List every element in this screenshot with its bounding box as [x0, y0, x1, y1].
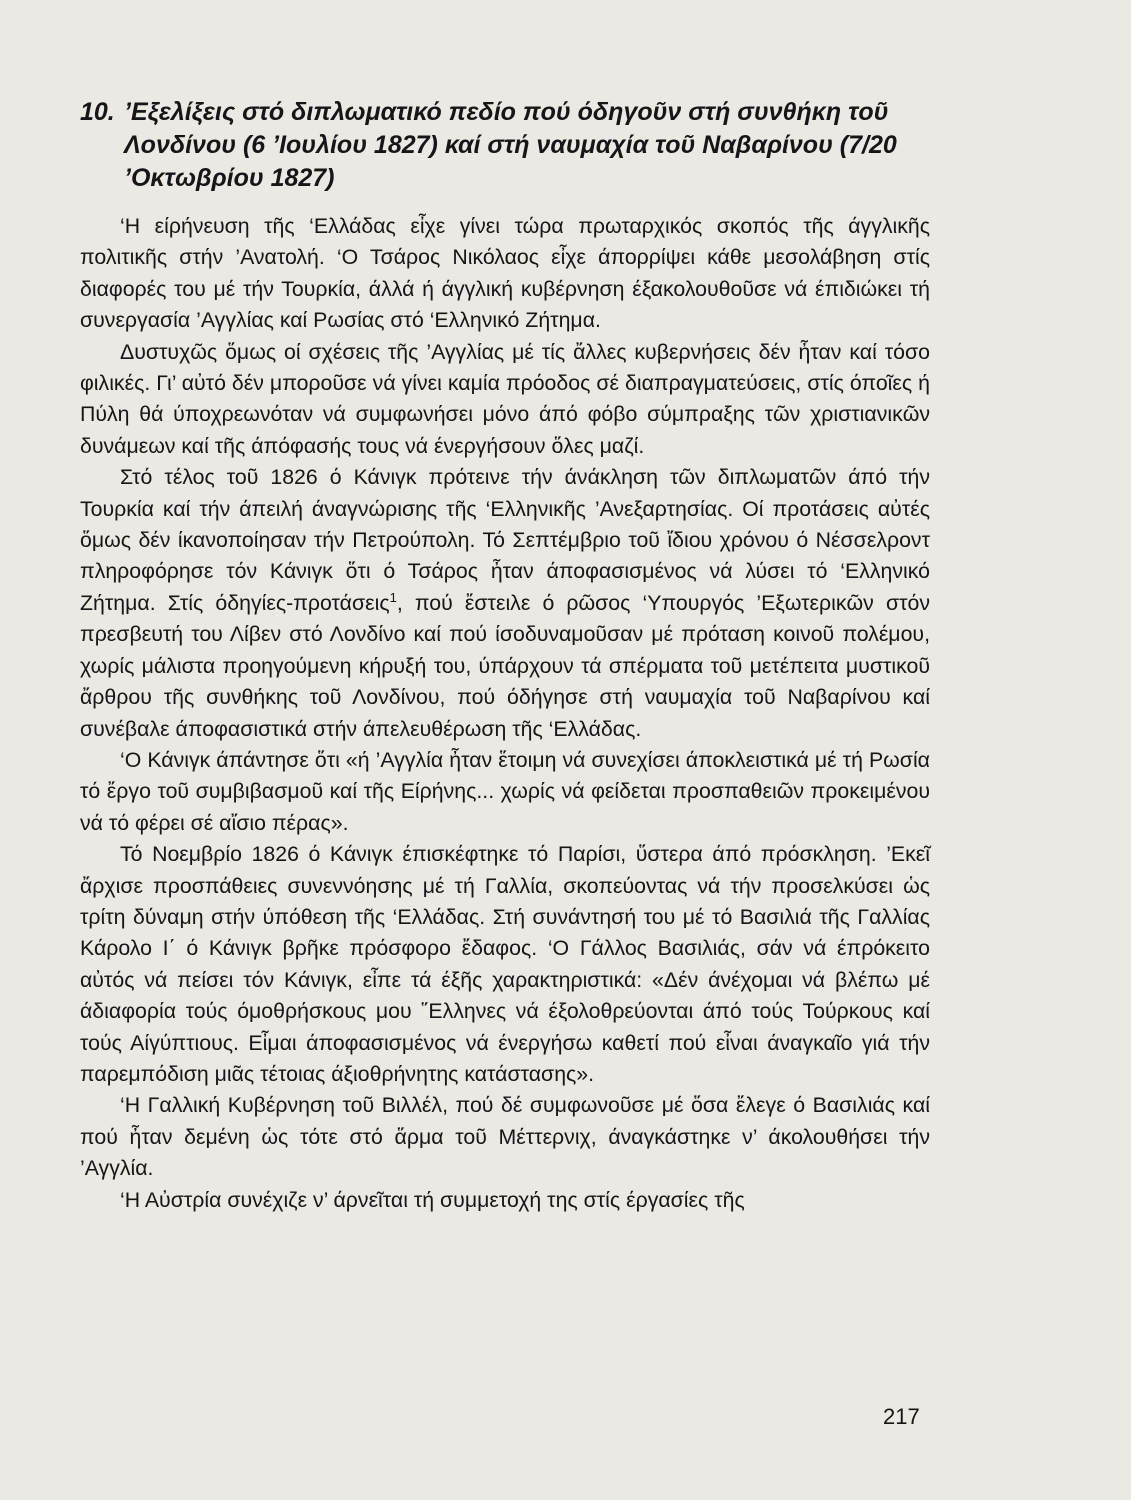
paragraph: Τό Νοεμβρίο 1826 ό Κάνιγκ έπισκέφτηκε τό Παρίσι, ὕστερα άπό πρόσκληση. ’Εκεῖ ἄρχισε προσπάθειες συνεννόησης μέ τή Γαλλία, σκοπεύοντας νά τήν προσελκύσει ὡς τρίτη δύναμη στήν ύπόθεση τῆς ‘Ελλάδας. Στή συνάντησή του μέ τό Βασιλιά τῆς Γαλλίας Κάρολο Ι΄ ό Κάνιγκ βρῆκε πρόσφορο ἔδαφος. ‘Ο Γάλλος Βασιλιάς, σάν νά έπρόκειτο αὐτός νά πείσει τόν Κάνιγκ, εἶπε τά έξῆς χαρακτηριστικά: «Δέν άνέχομαι νά βλέπω μέ άδιαφορία τούς όμοθρήσκους μου ῞Ελληνες νά έξολοθρεύονται άπό τούς Τούρκους καί τούς Αίγύπτιους. Εἶμαι άποφασισμένος νά ένεργήσω καθετί πού εἶναι άναγκαῖο γιά τήν παρεμπόδιση μιᾶς τέτοιας άξιοθρήνητης κατάστασης».: [80, 842, 930, 1086]
paragraph: Δυστυχῶς ὅμως οί σχέσεις τῆς ’Αγγλίας μέ τίς ἄλλες κυβερνήσεις δέν ἦταν καί τόσο φιλικές. Γι’ αὐτό δέν μποροῦσε νά γίνει καμία πρόοδος σέ διαπραγματεύσεις, στίς όποῖες ή Πύλη θά ύποχρεωνόταν νά συμφωνήσει μόνο άπό φόβο σύμπραξης τῶν χριστιανικῶν δυνάμεων καί τῆς άπόφασής τους νά ένεργήσουν ὅλες μαζί.: [80, 339, 930, 458]
paragraph-text-continued: , πού ἔστειλε ό ρῶσος ‘Υπουργός ’Εξωτερικῶν στόν πρεσβευτή του Λίβεν στό Λονδίνο καί πού ίσοδυναμοῦσαν μέ πρόταση κοινοῦ πολέμου, χωρίς μάλιστα προηγούμενη κήρυξή του, ύπάρχουν τά σπέρματα τοῦ μετέπειτα μυστικοῦ ἄρθρου τῆς συνθήκης τοῦ Λονδίνου, πού όδήγησε στή ναυμαχία τοῦ Ναβαρίνου καί συνέβαλε άποφασιστικά στήν άπελευθέρωση τῆς ‘Ελλάδας.: [80, 590, 930, 741]
paragraph: [80, 462, 930, 745]
body-text: [80, 211, 930, 1216]
section-title: ’Εξελίξεις στό διπλωματικό πεδίο πού όδηγοῦν στή συνθήκη τοῦ Λονδίνου (6 ’Ιουλίου 1827) καί στή ναυμαχία τοῦ Ναβαρίνου (7/20 ’Οκτωβρίου 1827): [124, 98, 897, 192]
footnote-marker: 1: [389, 589, 397, 605]
page-content: [80, 96, 930, 1216]
section-number: 10.: [80, 98, 115, 126]
page-number: 217: [883, 1404, 920, 1429]
section-heading: [80, 96, 930, 195]
paragraph: ‘Η Γαλλική Κυβέρνηση τοῦ Βιλλέλ, πού δέ συμφωνοῦσε μέ ὅσα ἔλεγε ό Βασιλιάς καί πού ἦταν δεμένη ὡς τότε στό ἅρμα τοῦ Μέττερνιχ, άναγκάστηκε ν’ άκολουθήσει τήν ’Αγγλία.: [80, 1093, 930, 1181]
paragraph: ‘Η είρήνευση τῆς ‘Ελλάδας εἶχε γίνει τώρα πρωταρχικός σκοπός τῆς άγγλικῆς πολιτικῆς στήν ’Ανατολή. ‘Ο Τσάρος Νικόλαος εἶχε άπορρίψει κάθε μεσολάβηση στίς διαφορές του μέ τήν Τουρκία, άλλά ή άγγλική κυβέρνηση έξακολουθοῦσε νά έπιδιώκει τή συνεργασία ’Αγγλίας καί Ρωσίας στό ‘Ελληνικό Ζήτημα.: [80, 214, 930, 333]
paragraph: ‘Η Αὐστρία συνέχιζε ν’ άρνεῖται τή συμμετοχή της στίς έργασίες τῆς: [120, 1187, 745, 1212]
paragraph: ‘Ο Κάνιγκ άπάντησε ὅτι «ή ’Αγγλία ἦταν ἕτοιμη νά συνεχίσει άποκλειστικά μέ τή Ρωσία τό ἔργο τοῦ συμβιβασμοῦ καί τῆς Είρήνης... χωρίς νά φείδεται προσπαθειῶν προκειμένου νά τό φέρει σέ αἴσιο πέρας».: [80, 747, 930, 835]
paragraph-text: Στό τέλος τοῦ 1826 ό Κάνιγκ πρότεινε τήν άνάκληση τῶν διπλωματῶν άπό τήν Τουρκία καί τήν άπειλή άναγνώρισης τῆς ‘Ελληνικῆς ’Ανεξαρτησίας. Οί προτάσεις αὐτές ὅμως δέν ίκανοποίησαν τήν Πετρούπολη. Τό Σεπτέμβριο τοῦ ἴδιου χρόνου ό Νέσσελροντ πληροφόρησε τόν Κάνιγκ ὅτι ό Τσάρος ἦταν άποφασισμένος νά λύσει τό ‘Ελληνικό Ζήτημα. Στίς όδηγίες-προτάσεις: [80, 465, 930, 615]
